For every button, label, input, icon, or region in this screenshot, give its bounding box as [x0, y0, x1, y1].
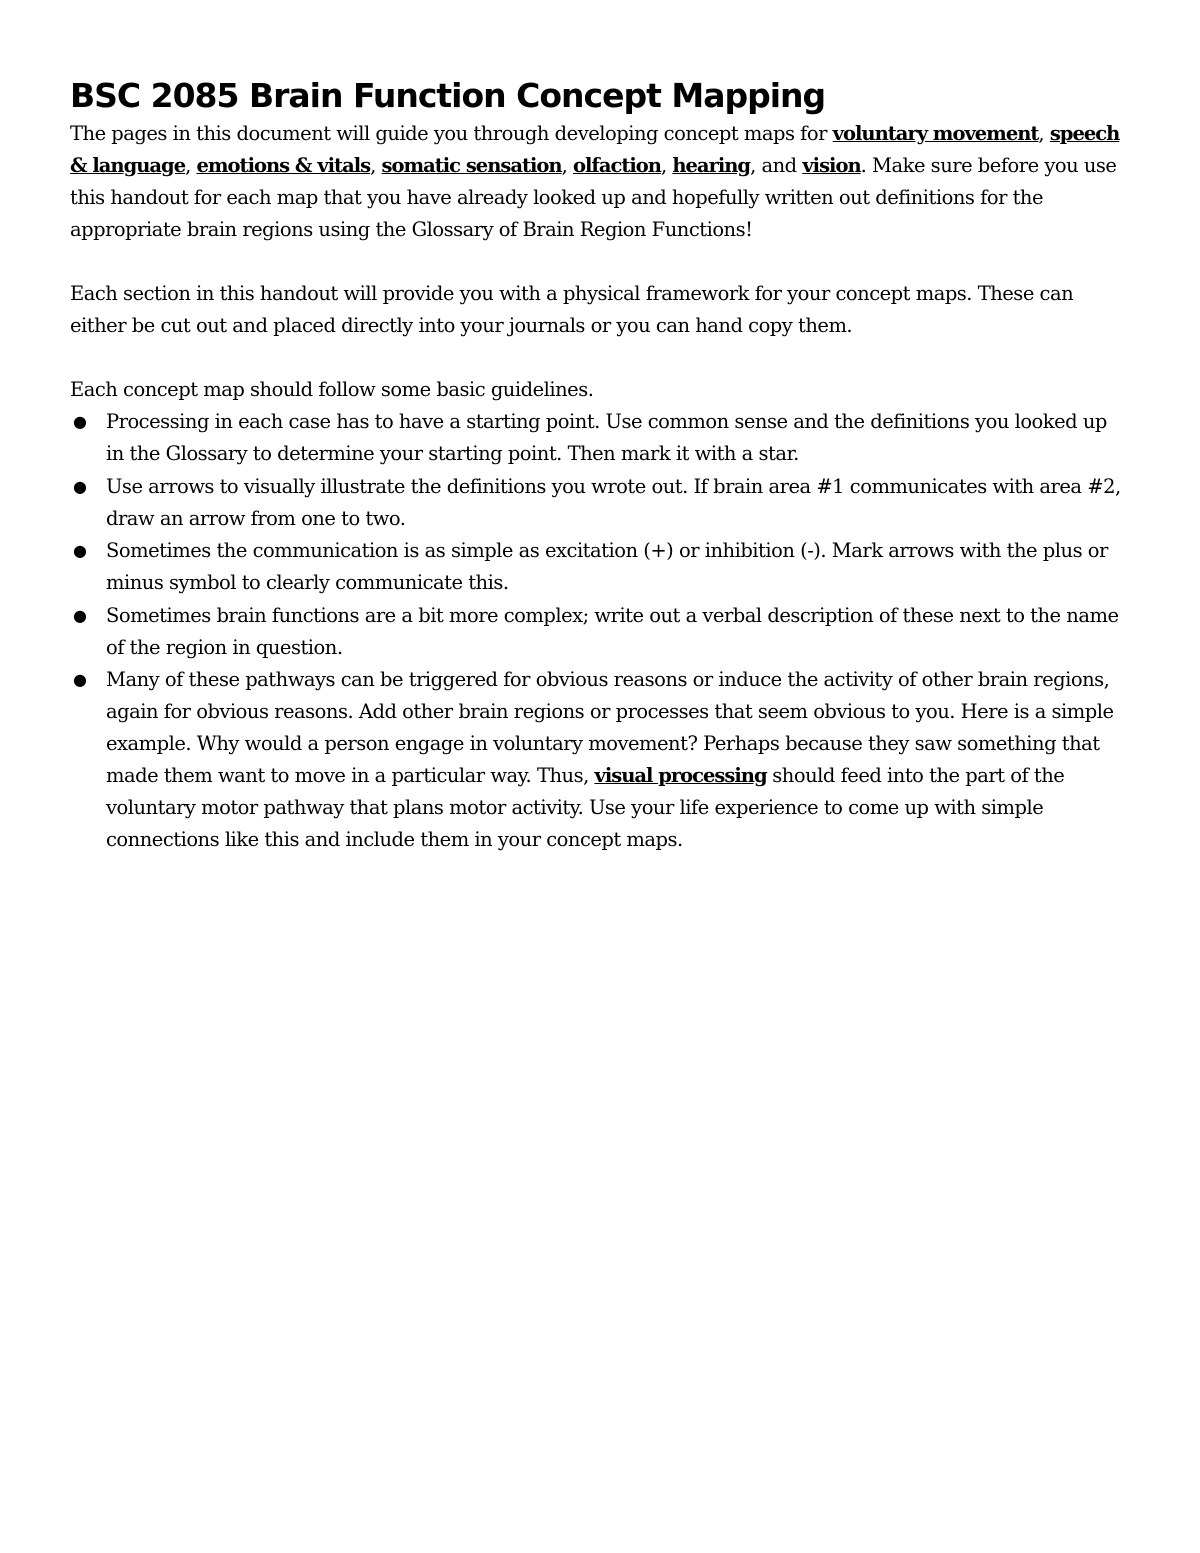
guideline-text: Sometimes brain functions are a bit more complex; write out a verbal description of these next to the name of the region in question. — [106, 603, 1119, 659]
guideline-text: Processing in each case has to have a starting point. Use common sense and the definitions you looked up in the Glossary to determine your starting point. Then mark it with a star. — [106, 410, 1107, 465]
intro-text-before: The pages in this document will guide you through developing concept maps for — [70, 122, 833, 145]
guidelines-intro: Each concept map should follow some basic guidelines. — [70, 378, 594, 401]
list-item — [70, 406, 1130, 470]
list-item — [70, 600, 1130, 664]
separator-and: , and — [750, 154, 803, 177]
keyword-olfaction: olfaction — [573, 154, 661, 177]
page-title: BSC 2085 Brain Function Concept Mapping — [70, 76, 826, 115]
separator: , — [660, 154, 673, 177]
separator: , — [1038, 122, 1050, 145]
guideline-text: Sometimes the communication is as simple as excitation (+) or inhibition (-). Mark arrows with the plus or minus symbol to clearly communicate this. — [106, 539, 1108, 594]
bullet-icon: ● — [73, 605, 87, 625]
separator: , — [185, 154, 197, 177]
keyword-somatic-sensation: somatic sensation — [381, 154, 562, 177]
intro-text-after: . Make sure before you use this handout for each map that you have already looked up and hopefully written out definitions for the appropriate brain regions using the Glossary of Brain Region Functions! — [70, 154, 1117, 241]
bullet-icon: ● — [73, 412, 87, 431]
keyword-speech-language: speech & language — [70, 122, 1120, 177]
document-page — [70, 76, 1130, 857]
bullet-icon: ● — [73, 670, 87, 689]
separator: , — [370, 154, 382, 177]
keyword-vision: vision — [802, 154, 861, 177]
framework-paragraph: Each section in this handout will provide you with a physical framework for your concept maps. These can either be cut out and placed directly into your journals or you can hand copy them. — [70, 282, 1074, 337]
keyword-emotions-vitals: emotions & vitals — [196, 154, 371, 177]
paragraph-gap — [70, 246, 1130, 278]
list-item — [70, 535, 1130, 599]
paragraph-gap — [70, 342, 1130, 374]
list-item — [70, 471, 1130, 535]
keyword-hearing: hearing — [672, 154, 751, 177]
guideline-text: Use arrows to visually illustrate the definitions you wrote out. If brain area #1 communicates with area #2, draw an arrow from one to two. — [106, 474, 1121, 530]
guidelines-list — [70, 406, 1130, 856]
guideline-text-after: should feed into the part of the voluntary motor pathway that plans motor activity. Use your life experience to come up with simple connections like this and include them in your concept maps. — [106, 764, 1065, 851]
guideline-text-before: Many of these pathways can be triggered for obvious reasons or induce the activity of other brain regions, again for obvious reasons. Add other brain regions or processes that seem obvious to you. Here is a simple example. Why would a person engage in voluntary movement? Perhaps because they saw something that made them want to move in a particular way. Thus, — [106, 668, 1114, 787]
keyword-visual-processing: visual processing — [594, 764, 767, 787]
separator: , — [561, 154, 574, 177]
list-item — [70, 664, 1130, 856]
keyword-voluntary-movement: voluntary movement — [832, 122, 1039, 145]
intro-paragraph — [70, 118, 1130, 246]
bullet-icon: ● — [73, 476, 87, 496]
bullet-icon: ● — [73, 541, 87, 560]
